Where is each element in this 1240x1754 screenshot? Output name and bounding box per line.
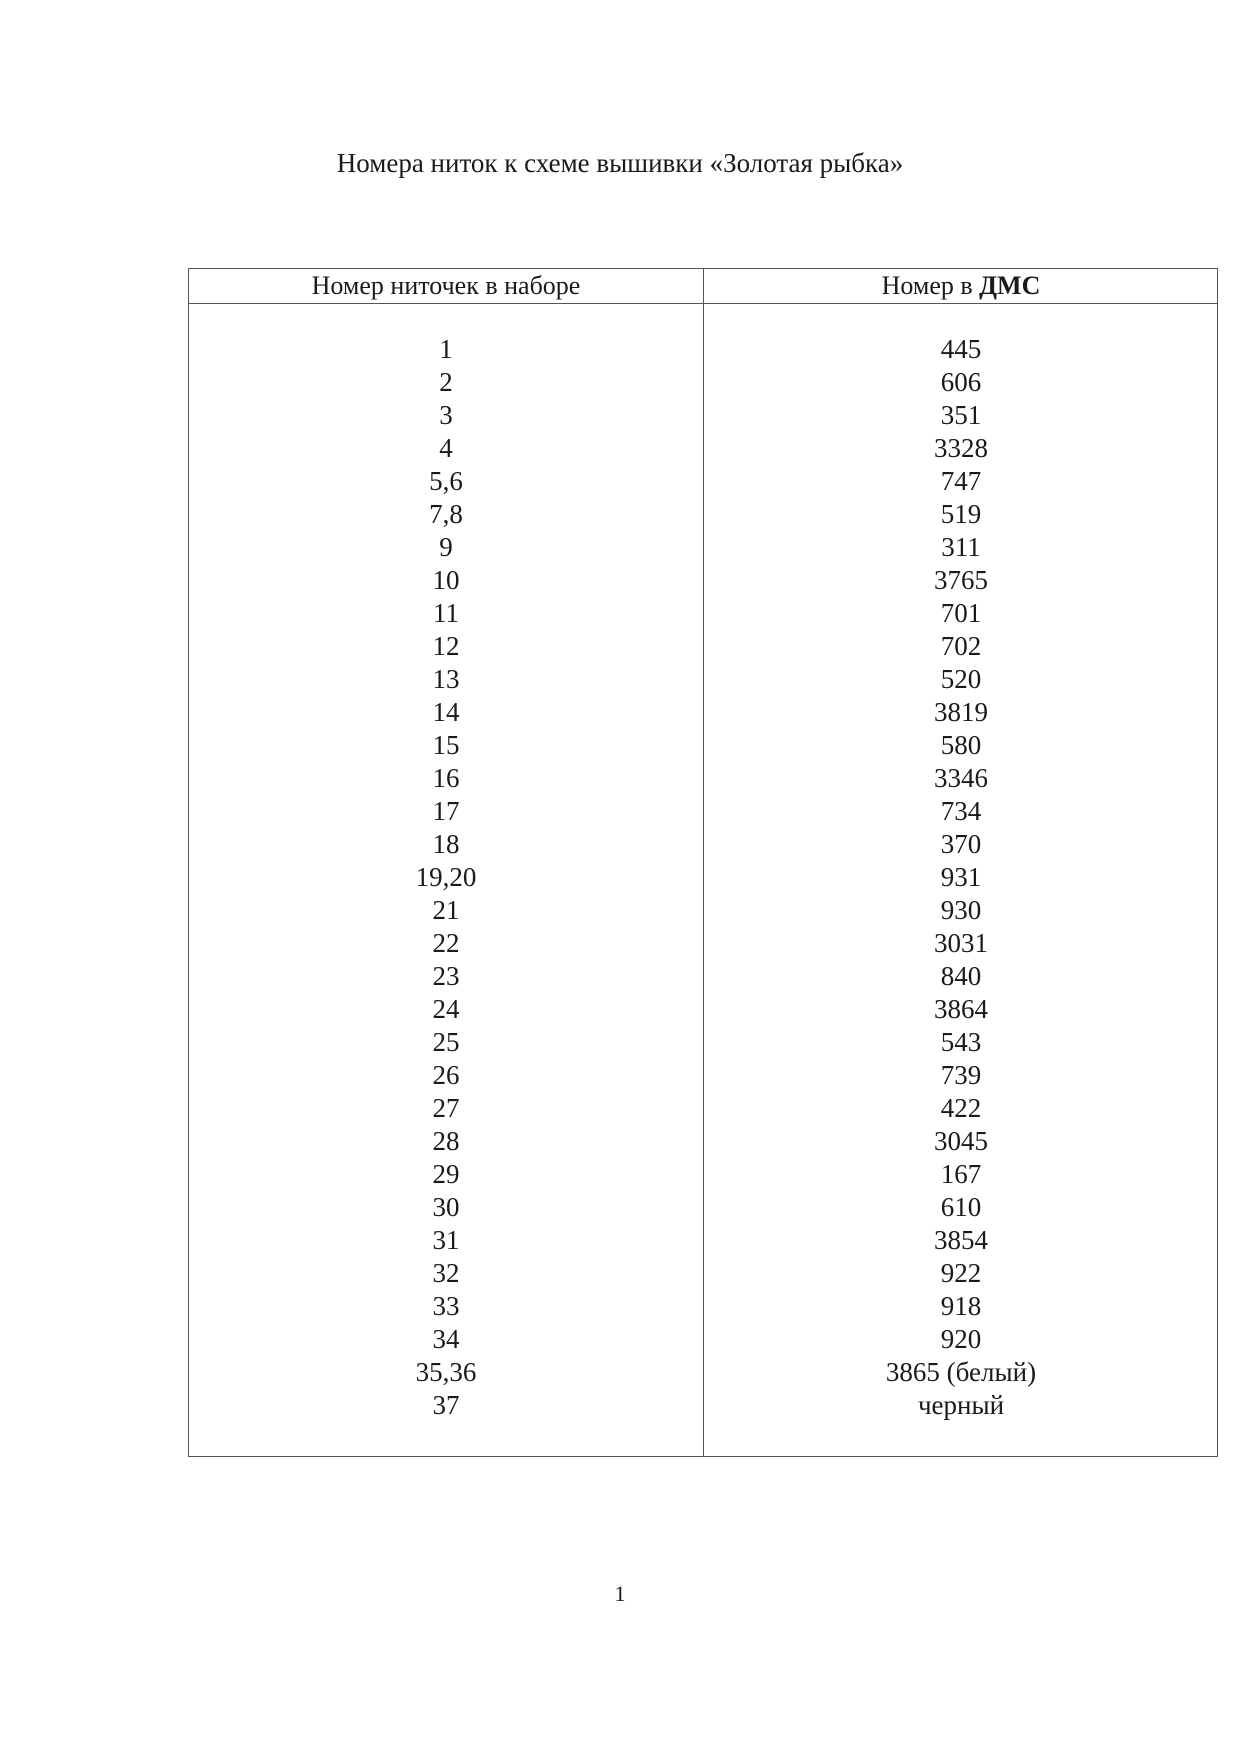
dmc-number-cell: 351: [940, 400, 982, 430]
set-number-cell: 24: [432, 994, 460, 1024]
dmc-number-cell: 3346: [934, 763, 988, 793]
dmc-number-cell: 610: [940, 1192, 982, 1222]
set-number-cell: 5,6: [429, 466, 463, 496]
dmc-number-cell: 519: [940, 499, 982, 529]
dmc-number-cell: 167: [940, 1159, 982, 1189]
dmc-number-cell: 922: [940, 1258, 982, 1288]
dmc-number-cell: 918: [940, 1291, 982, 1321]
header-dmc-prefix: Номер в: [881, 271, 973, 300]
dmc-number-cell: 311: [941, 532, 981, 562]
dmc-number-cell: 580: [940, 730, 982, 760]
set-number-cell: 9: [439, 532, 453, 562]
dmc-number-cell: 734: [940, 796, 982, 826]
thread-table: [188, 268, 1218, 1457]
dmc-number-cell: 920: [940, 1324, 982, 1354]
header-dmc-brand: ДМС: [979, 271, 1041, 300]
dmc-number-cell: 701: [940, 598, 982, 628]
set-number-column: [189, 333, 703, 1422]
set-number-cell: 16: [432, 763, 460, 793]
dmc-number-cell: черный: [917, 1390, 1005, 1420]
set-number-cell: 3: [439, 400, 453, 430]
set-number-cell: 19,20: [415, 862, 477, 892]
dmc-number-cell: 931: [940, 862, 982, 892]
set-number-cell: 21: [432, 895, 460, 925]
set-number-cell: 12: [432, 631, 460, 661]
dmc-number-cell: 739: [940, 1060, 982, 1090]
set-number-cell: 35,36: [415, 1357, 477, 1387]
page-number: 1: [614, 1581, 626, 1606]
dmc-number-cell: 840: [940, 961, 982, 991]
header-set-number: Номер ниточек в наборе: [311, 271, 581, 300]
dmc-number-cell: 3031: [934, 928, 988, 958]
dmc-number-cell: 3854: [934, 1225, 988, 1255]
header-dmc-number: [704, 269, 1218, 303]
set-number-cell: 18: [432, 829, 460, 859]
dmc-number-cell: 543: [940, 1027, 982, 1057]
set-number-cell: 37: [432, 1390, 460, 1420]
dmc-number-cell: 445: [940, 334, 982, 364]
set-number-cell: 25: [432, 1027, 460, 1057]
dmc-number-cell: 3765: [934, 565, 988, 595]
dmc-number-cell: 747: [940, 466, 982, 496]
dmc-number-cell: 3045: [934, 1126, 988, 1156]
dmc-number-cell: 3864: [934, 994, 988, 1024]
set-number-cell: 32: [432, 1258, 460, 1288]
set-number-cell: 13: [432, 664, 460, 694]
set-number-cell: 10: [432, 565, 460, 595]
dmc-number-cell: 422: [940, 1093, 982, 1123]
table-header-row: [189, 269, 1217, 304]
set-number-cell: 29: [432, 1159, 460, 1189]
set-number-cell: 15: [432, 730, 460, 760]
set-number-cell: 28: [432, 1126, 460, 1156]
set-number-cell: 2: [439, 367, 453, 397]
set-number-cell: 31: [432, 1225, 460, 1255]
dmc-number-cell: 930: [940, 895, 982, 925]
set-number-cell: 14: [432, 697, 460, 727]
set-number-cell: 22: [432, 928, 460, 958]
set-number-cell: 23: [432, 961, 460, 991]
dmc-number-cell: 3328: [934, 433, 988, 463]
dmc-number-cell: 702: [940, 631, 982, 661]
page-title: Номера ниток к схеме вышивки «Золотая рыбка»: [336, 148, 904, 178]
set-number-cell: 26: [432, 1060, 460, 1090]
set-number-cell: 1: [439, 334, 453, 364]
set-number-cell: 33: [432, 1291, 460, 1321]
dmc-number-column: [704, 333, 1218, 1422]
set-number-cell: 30: [432, 1192, 460, 1222]
dmc-number-cell: 370: [940, 829, 982, 859]
set-number-cell: 11: [433, 598, 459, 628]
dmc-number-cell: 606: [940, 367, 982, 397]
dmc-number-cell: 3865 (белый): [885, 1357, 1037, 1387]
dmc-number-cell: 520: [940, 664, 982, 694]
set-number-cell: 7,8: [429, 499, 463, 529]
set-number-cell: 4: [439, 433, 453, 463]
set-number-cell: 17: [432, 796, 460, 826]
dmc-number-cell: 3819: [934, 697, 988, 727]
set-number-cell: 34: [432, 1324, 460, 1354]
set-number-cell: 27: [432, 1093, 460, 1123]
